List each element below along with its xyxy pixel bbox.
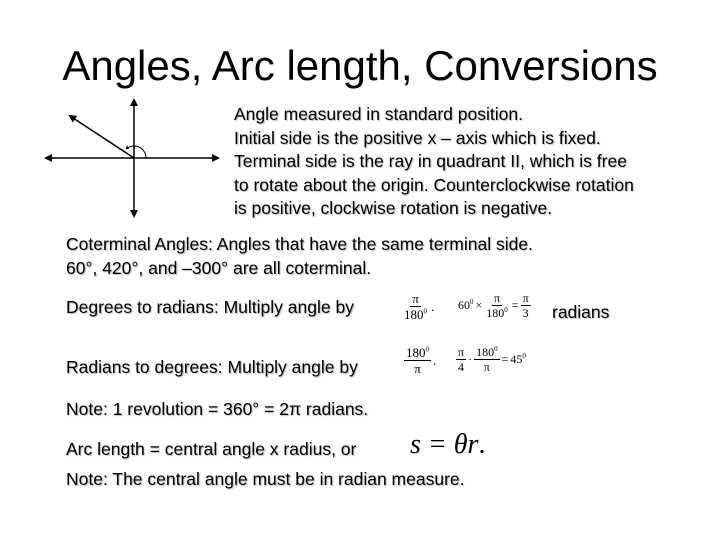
fraction-numerator <box>474 346 500 360</box>
degree-sup: 0 <box>522 352 526 360</box>
revolution-note: Note: 1 revolution = 360° = 2π radians. <box>66 399 369 419</box>
fraction-numerator: π <box>494 291 501 305</box>
degree-sup: 0 <box>494 345 498 353</box>
fraction-denominator <box>402 307 429 321</box>
coterminal-block <box>66 233 533 280</box>
standard-position-diagram <box>40 96 230 220</box>
fraction-denominator: π <box>483 360 490 374</box>
fraction-denominator: π <box>414 361 421 376</box>
fraction <box>521 292 531 319</box>
fraction <box>456 346 466 373</box>
dot-sign: · <box>468 352 473 366</box>
radians-unit: radians <box>552 302 610 322</box>
intro-paragraph <box>234 103 634 221</box>
equals-sign: = <box>501 352 509 366</box>
fraction-denominator <box>484 306 510 319</box>
period: . <box>433 352 437 368</box>
denominator-value: 180 <box>486 306 505 320</box>
fraction <box>404 346 431 375</box>
deg-to-rad-factor <box>402 292 434 321</box>
times-sign: × <box>475 298 483 312</box>
equals-sign: = <box>511 298 519 312</box>
result <box>510 352 526 367</box>
period: . <box>431 298 435 314</box>
intro-line: is positive, clockwise rotation is negative. <box>234 198 553 218</box>
radian-measure-note: Note: The central angle must be in radian measure. <box>66 469 465 489</box>
numerator-value: 180 <box>476 345 495 359</box>
deg-to-rad-example <box>458 292 531 319</box>
page-title: Angles, Arc length, Conversions <box>62 42 658 89</box>
example-lhs <box>458 298 474 313</box>
intro-line: Terminal side is the ray in quadrant II, which is free <box>234 151 627 171</box>
fraction-numerator: π <box>458 345 465 359</box>
lhs-value: 60 <box>458 298 470 312</box>
intro-line: Initial side is the positive x – axis which is fixed. <box>234 127 601 148</box>
degree-sup: 0 <box>425 345 429 354</box>
arc-length-formula <box>410 428 485 462</box>
degree-sup: 0 <box>423 307 427 316</box>
intro-line: to rotate about the origin. Counterclockwise rotation <box>234 174 634 195</box>
fraction-denominator: 3 <box>522 306 529 320</box>
terminal-side-ray <box>70 116 134 158</box>
fraction-numerator: π <box>522 291 529 305</box>
arc-length-label: Arc length = central angle x radius, or <box>66 439 357 459</box>
result-value: 45 <box>510 352 523 366</box>
formula-text: s = θr <box>410 429 479 460</box>
rad-to-deg-label: Radians to degrees: Multiply angle by <box>66 357 358 377</box>
denominator-value: 180 <box>404 307 424 322</box>
deg-to-rad-label: Degrees to radians: Multiply angle by <box>66 297 354 317</box>
coterminal-example: 60°, 420°, and –300° are all coterminal. <box>66 257 372 278</box>
period: . <box>478 429 486 460</box>
fraction-numerator: π <box>412 291 419 306</box>
angle-arc <box>126 146 146 158</box>
fraction-denominator: 4 <box>458 360 465 374</box>
rad-to-deg-example <box>456 346 526 373</box>
numerator-value: 180 <box>406 345 426 360</box>
fraction <box>474 346 500 373</box>
fraction <box>402 292 429 321</box>
intro-line: Angle measured in standard position. <box>234 104 523 124</box>
rad-to-deg-factor <box>404 346 436 375</box>
fraction <box>484 292 510 319</box>
fraction-numerator <box>404 346 431 361</box>
coterminal-definition: Coterminal Angles: Angles that have the same terminal side. <box>66 234 533 254</box>
degree-sup: 0 <box>504 306 508 314</box>
degree-sup: 0 <box>470 298 474 306</box>
